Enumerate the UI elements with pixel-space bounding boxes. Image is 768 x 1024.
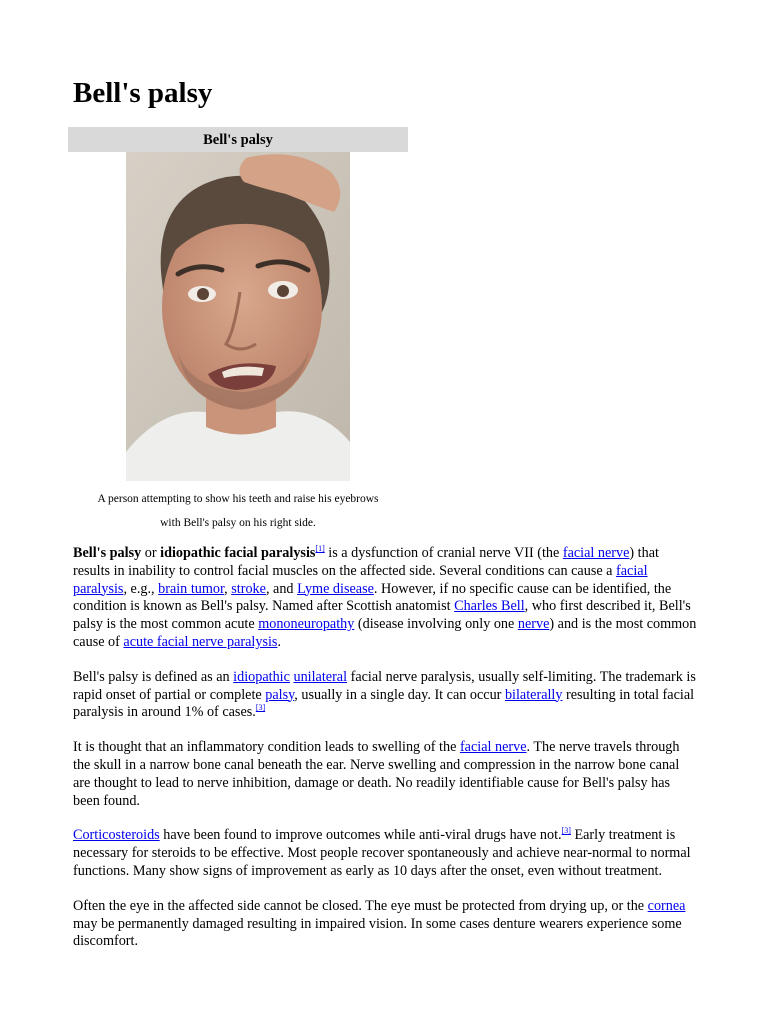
link-corticosteroids[interactable]: Corticosteroids	[73, 827, 160, 844]
patient-photo-illustration	[126, 152, 350, 481]
reference-link[interactable]: [1]	[315, 544, 325, 553]
text-span: facial nerve paralysis, usually self-limiting. The trademark is rapid onset of partial or complete	[73, 668, 696, 703]
text-span: It is thought that an inflammatory condition leads to swelling of the	[73, 739, 460, 756]
caption-line-1: A person attempting to show his teeth and raise his eyebrows	[97, 493, 379, 505]
link-charles-bell[interactable]: Charles Bell	[454, 598, 525, 615]
photo-caption	[68, 487, 408, 535]
text-span: may be permanently damaged resulting in impaired vision. In some cases denture wearers experience some discomfort.	[73, 915, 682, 950]
text-span: , and	[265, 580, 298, 597]
bold-term-bells-palsy: Bell's palsy	[73, 545, 142, 561]
reference-1[interactable]	[315, 544, 324, 553]
link-acute-facial-nerve-paralysis[interactable]: acute facial nerve paralysis	[123, 633, 278, 650]
link-unilateral[interactable]: unilateral	[293, 668, 348, 685]
paragraph-definition	[73, 669, 698, 722]
infobox-header: Bell's palsy	[68, 127, 408, 152]
text-span: . However, if no specific cause can be identified, the condition is known as Bell's palsy. Named after Scottish anatomist	[73, 580, 672, 615]
paragraph-intro	[73, 545, 698, 652]
link-palsy[interactable]: palsy	[265, 686, 295, 703]
text-span: , e.g.,	[123, 580, 159, 597]
text-span: , who first described it, Bell's palsy is the most common acute	[73, 598, 691, 633]
text-span: ,	[224, 580, 232, 597]
paragraph-eye	[73, 898, 698, 951]
text-span: .	[277, 633, 281, 650]
paragraph-cause	[73, 739, 698, 810]
text-span: Bell's palsy is defined as an	[73, 668, 234, 685]
page-title: Bell's palsy	[73, 77, 213, 109]
text-span: ) that results in inability to control facial muscles on the affected side. Several conditions can cause a	[73, 545, 659, 579]
bold-term-idiopathic-facial-paralysis: idiopathic facial paralysis	[160, 545, 316, 561]
text-span: , usually in a single day. It can occur	[294, 686, 505, 703]
text-span: (disease involving only one	[354, 616, 518, 633]
reference-link[interactable]: [3]	[561, 826, 571, 836]
link-facial-paralysis[interactable]: facial paralysis	[73, 562, 648, 597]
text-span: have been found to improve outcomes while anti-viral drugs have not.	[159, 827, 562, 844]
text-span: Early treatment is necessary for steroids to be effective. Most people recover spontaneously and achieve near-normal to normal functions. Many show signs of improvement as early as 10 days after the onset, even without treatment.	[73, 827, 691, 879]
text-span: is a dysfunction of cranial nerve VII (the	[324, 545, 563, 561]
link-brain-tumor[interactable]: brain tumor	[158, 580, 225, 597]
text-span: ) and is the most common cause of	[73, 616, 697, 650]
link-idiopathic[interactable]: idiopathic	[233, 668, 290, 685]
link-facial-nerve-2[interactable]: facial nerve	[459, 739, 527, 756]
text-span: or	[141, 545, 161, 561]
link-lyme-disease[interactable]: Lyme disease	[297, 580, 374, 597]
link-facial-nerve[interactable]: facial nerve	[562, 545, 630, 561]
article-body	[73, 545, 698, 968]
link-mononeuropathy[interactable]: mononeuropathy	[258, 616, 355, 633]
reference-3[interactable]	[256, 703, 265, 712]
text-span: Often the eye in the affected side cannot be closed. The eye must be protected from drying up, or the	[73, 897, 648, 914]
reference-3-b[interactable]	[562, 826, 571, 835]
patient-photo	[126, 152, 350, 481]
link-stroke[interactable]: stroke	[231, 580, 266, 597]
reference-link[interactable]: [3]	[255, 703, 266, 713]
paragraph-treatment	[73, 827, 698, 880]
caption-line-2: with Bell's palsy on his right side.	[160, 517, 316, 529]
link-cornea[interactable]: cornea	[647, 897, 686, 914]
link-bilaterally[interactable]: bilaterally	[504, 686, 563, 703]
text-span: . The nerve travels through the skull in a narrow bone canal beneath the ear. Nerve swelling and compression in the narrow bone canal are thought to lead to nerve inhibition, damage or death. No readily identifiable cause for Bell's palsy has been found.	[73, 739, 680, 809]
link-nerve[interactable]: nerve	[517, 616, 550, 633]
text-span: resulting in total facial paralysis in around 1% of cases.	[73, 686, 695, 721]
